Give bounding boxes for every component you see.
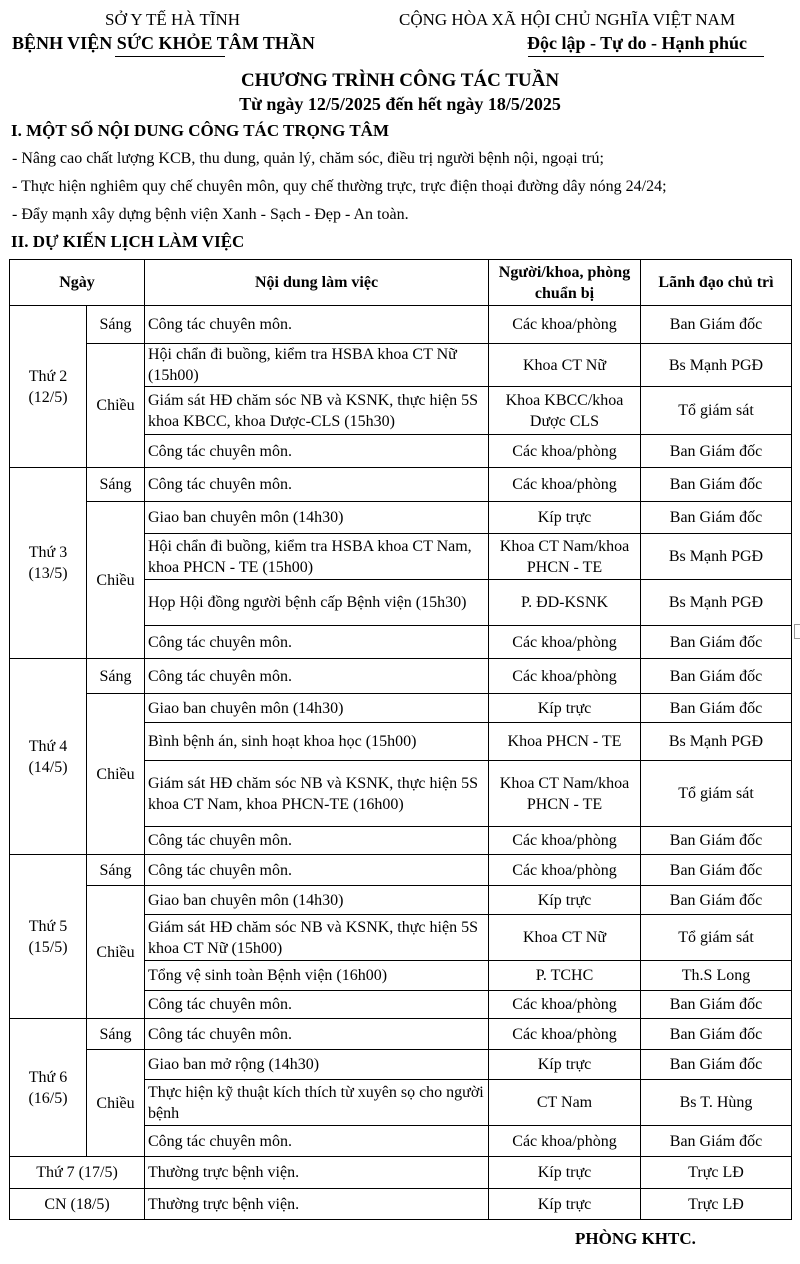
- prep-cell: Khoa PHCN - TE: [489, 723, 641, 761]
- prep-cell: P. ĐD-KSNK: [489, 580, 641, 626]
- content-cell: Giao ban mở rộng (14h30): [145, 1050, 489, 1080]
- table-row: [10, 886, 792, 915]
- content-cell: Công tác chuyên môn.: [145, 306, 489, 344]
- day-cell: CN (18/5): [10, 1189, 145, 1220]
- content-cell: Giám sát HĐ chăm sóc NB và KSNK, thực hiện 5S khoa CT Nam, khoa PHCN-TE (16h00): [145, 761, 489, 827]
- prep-cell: Khoa CT Nam/khoa PHCN - TE: [489, 761, 641, 827]
- prep-cell: Các khoa/phòng: [489, 659, 641, 694]
- signature-department: PHÒNG KHTC.: [575, 1229, 696, 1248]
- table-row: [10, 468, 792, 502]
- lead-cell: Ban Giám đốc: [641, 306, 792, 344]
- focus-item: - Thực hiện nghiêm quy chế chuyên môn, quy chế thường trực, trực điện thoại đường dây nóng 24/24;: [12, 178, 667, 195]
- prep-cell: Kíp trực: [489, 694, 641, 723]
- table-row: [10, 344, 792, 387]
- session-cell: Chiều: [87, 502, 145, 659]
- lead-cell: Bs T. Hùng: [641, 1080, 792, 1126]
- lead-cell: Bs Mạnh PGĐ: [641, 534, 792, 580]
- content-cell: Công tác chuyên môn.: [145, 659, 489, 694]
- table-row: [10, 855, 792, 886]
- lead-cell: Ban Giám đốc: [641, 626, 792, 659]
- content-cell: Bình bệnh án, sinh hoạt khoa học (15h00): [145, 723, 489, 761]
- focus-item: - Đẩy mạnh xây dựng bệnh viện Xanh - Sạch - Đẹp - An toàn.: [12, 206, 409, 223]
- prep-cell: Các khoa/phòng: [489, 855, 641, 886]
- content-cell: Hội chẩn đi buồng, kiểm tra HSBA khoa CT Nữ (15h00): [145, 344, 489, 387]
- session-cell: Sáng: [87, 659, 145, 694]
- prep-cell: Kíp trực: [489, 886, 641, 915]
- nation-motto: Độc lập - Tự do - Hạnh phúc: [527, 33, 748, 53]
- content-cell: Công tác chuyên môn.: [145, 991, 489, 1019]
- day-cell: Thứ 5 (15/5): [10, 855, 87, 1019]
- section-2-heading: II. DỰ KIẾN LỊCH LÀM VIỆC: [11, 232, 245, 251]
- prep-cell: Khoa CT Nữ: [489, 344, 641, 387]
- lead-cell: Th.S Long: [641, 961, 792, 991]
- session-cell: Sáng: [87, 468, 145, 502]
- content-cell: Công tác chuyên môn.: [145, 827, 489, 855]
- document-title: CHƯƠNG TRÌNH CÔNG TÁC TUẦN: [240, 70, 560, 91]
- section-1-heading: I. MỘT SỐ NỘI DUNG CÔNG TÁC TRỌNG TÂM: [11, 121, 389, 140]
- motto-underline: [528, 56, 764, 57]
- lead-cell: Ban Giám đốc: [641, 659, 792, 694]
- org-name: BỆNH VIỆN SỨC KHỎE TÂM THẦN: [12, 33, 315, 53]
- day-cell: Thứ 6 (16/5): [10, 1019, 87, 1157]
- header-day: Ngày: [10, 260, 145, 306]
- table-row: [10, 694, 792, 723]
- table-row: [10, 1050, 792, 1080]
- day-cell: Thứ 2 (12/5): [10, 306, 87, 468]
- lead-cell: Ban Giám đốc: [641, 694, 792, 723]
- prep-cell: Các khoa/phòng: [489, 626, 641, 659]
- lead-cell: Ban Giám đốc: [641, 502, 792, 534]
- content-cell: Công tác chuyên môn.: [145, 626, 489, 659]
- session-cell: Chiều: [87, 886, 145, 1019]
- prep-cell: Kíp trực: [489, 502, 641, 534]
- table-row: [10, 1019, 792, 1050]
- table-row: [10, 1189, 792, 1220]
- table-row: [10, 1157, 792, 1189]
- content-cell: Giao ban chuyên môn (14h30): [145, 694, 489, 723]
- lead-cell: Ban Giám đốc: [641, 1019, 792, 1050]
- content-cell: Công tác chuyên môn.: [145, 1126, 489, 1157]
- content-cell: Giao ban chuyên môn (14h30): [145, 502, 489, 534]
- content-cell: Công tác chuyên môn.: [145, 1019, 489, 1050]
- lead-cell: Bs Mạnh PGĐ: [641, 344, 792, 387]
- prep-cell: Kíp trực: [489, 1050, 641, 1080]
- content-cell: Công tác chuyên môn.: [145, 855, 489, 886]
- lead-cell: Trực LĐ: [641, 1189, 792, 1220]
- lead-cell: Ban Giám đốc: [641, 1126, 792, 1157]
- content-cell: Thực hiện kỹ thuật kích thích từ xuyên sọ cho người bệnh: [145, 1080, 489, 1126]
- schedule-table: [9, 259, 792, 1220]
- header-prep: Người/khoa, phòng chuẩn bị: [489, 260, 641, 306]
- prep-cell: Các khoa/phòng: [489, 991, 641, 1019]
- lead-cell: Tổ giám sát: [641, 915, 792, 961]
- session-cell: Sáng: [87, 306, 145, 344]
- nation-name: CỘNG HÒA XÃ HỘI CHỦ NGHĨA VIỆT NAM: [399, 10, 736, 29]
- prep-cell: P. TCHC: [489, 961, 641, 991]
- table-row: [10, 306, 792, 344]
- session-cell: Sáng: [87, 855, 145, 886]
- content-cell: Hội chẩn đi buồng, kiểm tra HSBA khoa CT Nam, khoa PHCN - TE (15h00): [145, 534, 489, 580]
- day-cell: Thứ 4 (14/5): [10, 659, 87, 855]
- day-cell: Thứ 7 (17/5): [10, 1157, 145, 1189]
- lead-cell: Ban Giám đốc: [641, 1050, 792, 1080]
- content-cell: Họp Hội đồng người bệnh cấp Bệnh viện (15h30): [145, 580, 489, 626]
- lead-cell: Ban Giám đốc: [641, 827, 792, 855]
- prep-cell: Kíp trực: [489, 1157, 641, 1189]
- lead-cell: Bs Mạnh PGĐ: [641, 580, 792, 626]
- content-cell: Tổng vệ sinh toàn Bệnh viện (16h00): [145, 961, 489, 991]
- header-lead: Lãnh đạo chủ trì: [641, 260, 792, 306]
- content-cell: Giám sát HĐ chăm sóc NB và KSNK, thực hiện 5S khoa KBCC, khoa Dược-CLS (15h30): [145, 387, 489, 435]
- prep-cell: Các khoa/phòng: [489, 435, 641, 468]
- content-cell: Công tác chuyên môn.: [145, 435, 489, 468]
- prep-cell: Khoa KBCC/khoa Dược CLS: [489, 387, 641, 435]
- lead-cell: Ban Giám đốc: [641, 991, 792, 1019]
- table-row: [10, 502, 792, 534]
- lead-cell: Ban Giám đốc: [641, 886, 792, 915]
- prep-cell: Khoa CT Nam/khoa PHCN - TE: [489, 534, 641, 580]
- prep-cell: Các khoa/phòng: [489, 827, 641, 855]
- prep-cell: Các khoa/phòng: [489, 468, 641, 502]
- header-content: Nội dung làm việc: [145, 260, 489, 306]
- lead-cell: Trực LĐ: [641, 1157, 792, 1189]
- prep-cell: Các khoa/phòng: [489, 306, 641, 344]
- document-subtitle: Từ ngày 12/5/2025 đến hết ngày 18/5/2025: [239, 94, 561, 114]
- prep-cell: CT Nam: [489, 1080, 641, 1126]
- org-underline: [115, 56, 225, 57]
- lead-cell: Tổ giám sát: [641, 387, 792, 435]
- focus-item: - Nâng cao chất lượng KCB, thu dung, quản lý, chăm sóc, điều trị người bệnh nội, ngoại trú;: [12, 150, 604, 167]
- lead-cell: Ban Giám đốc: [641, 468, 792, 502]
- session-cell: Sáng: [87, 1019, 145, 1050]
- prep-cell: Các khoa/phòng: [489, 1126, 641, 1157]
- prep-cell: Kíp trực: [489, 1189, 641, 1220]
- content-cell: Thường trực bệnh viện.: [145, 1157, 489, 1189]
- session-cell: Chiều: [87, 344, 145, 468]
- lead-cell: Ban Giám đốc: [641, 435, 792, 468]
- session-cell: Chiều: [87, 1050, 145, 1157]
- content-cell: Thường trực bệnh viện.: [145, 1189, 489, 1220]
- scroll-marker: [794, 624, 800, 639]
- lead-cell: Bs Mạnh PGĐ: [641, 723, 792, 761]
- content-cell: Giám sát HĐ chăm sóc NB và KSNK, thực hiện 5S khoa CT Nữ (15h00): [145, 915, 489, 961]
- table-header-row: [10, 260, 792, 306]
- session-cell: Chiều: [87, 694, 145, 855]
- org-parent: SỞ Y TẾ HÀ TĨNH: [105, 10, 241, 29]
- lead-cell: Tổ giám sát: [641, 761, 792, 827]
- lead-cell: Ban Giám đốc: [641, 855, 792, 886]
- content-cell: Giao ban chuyên môn (14h30): [145, 886, 489, 915]
- content-cell: Công tác chuyên môn.: [145, 468, 489, 502]
- prep-cell: Khoa CT Nữ: [489, 915, 641, 961]
- prep-cell: Các khoa/phòng: [489, 1019, 641, 1050]
- day-cell: Thứ 3 (13/5): [10, 468, 87, 659]
- table-row: [10, 659, 792, 694]
